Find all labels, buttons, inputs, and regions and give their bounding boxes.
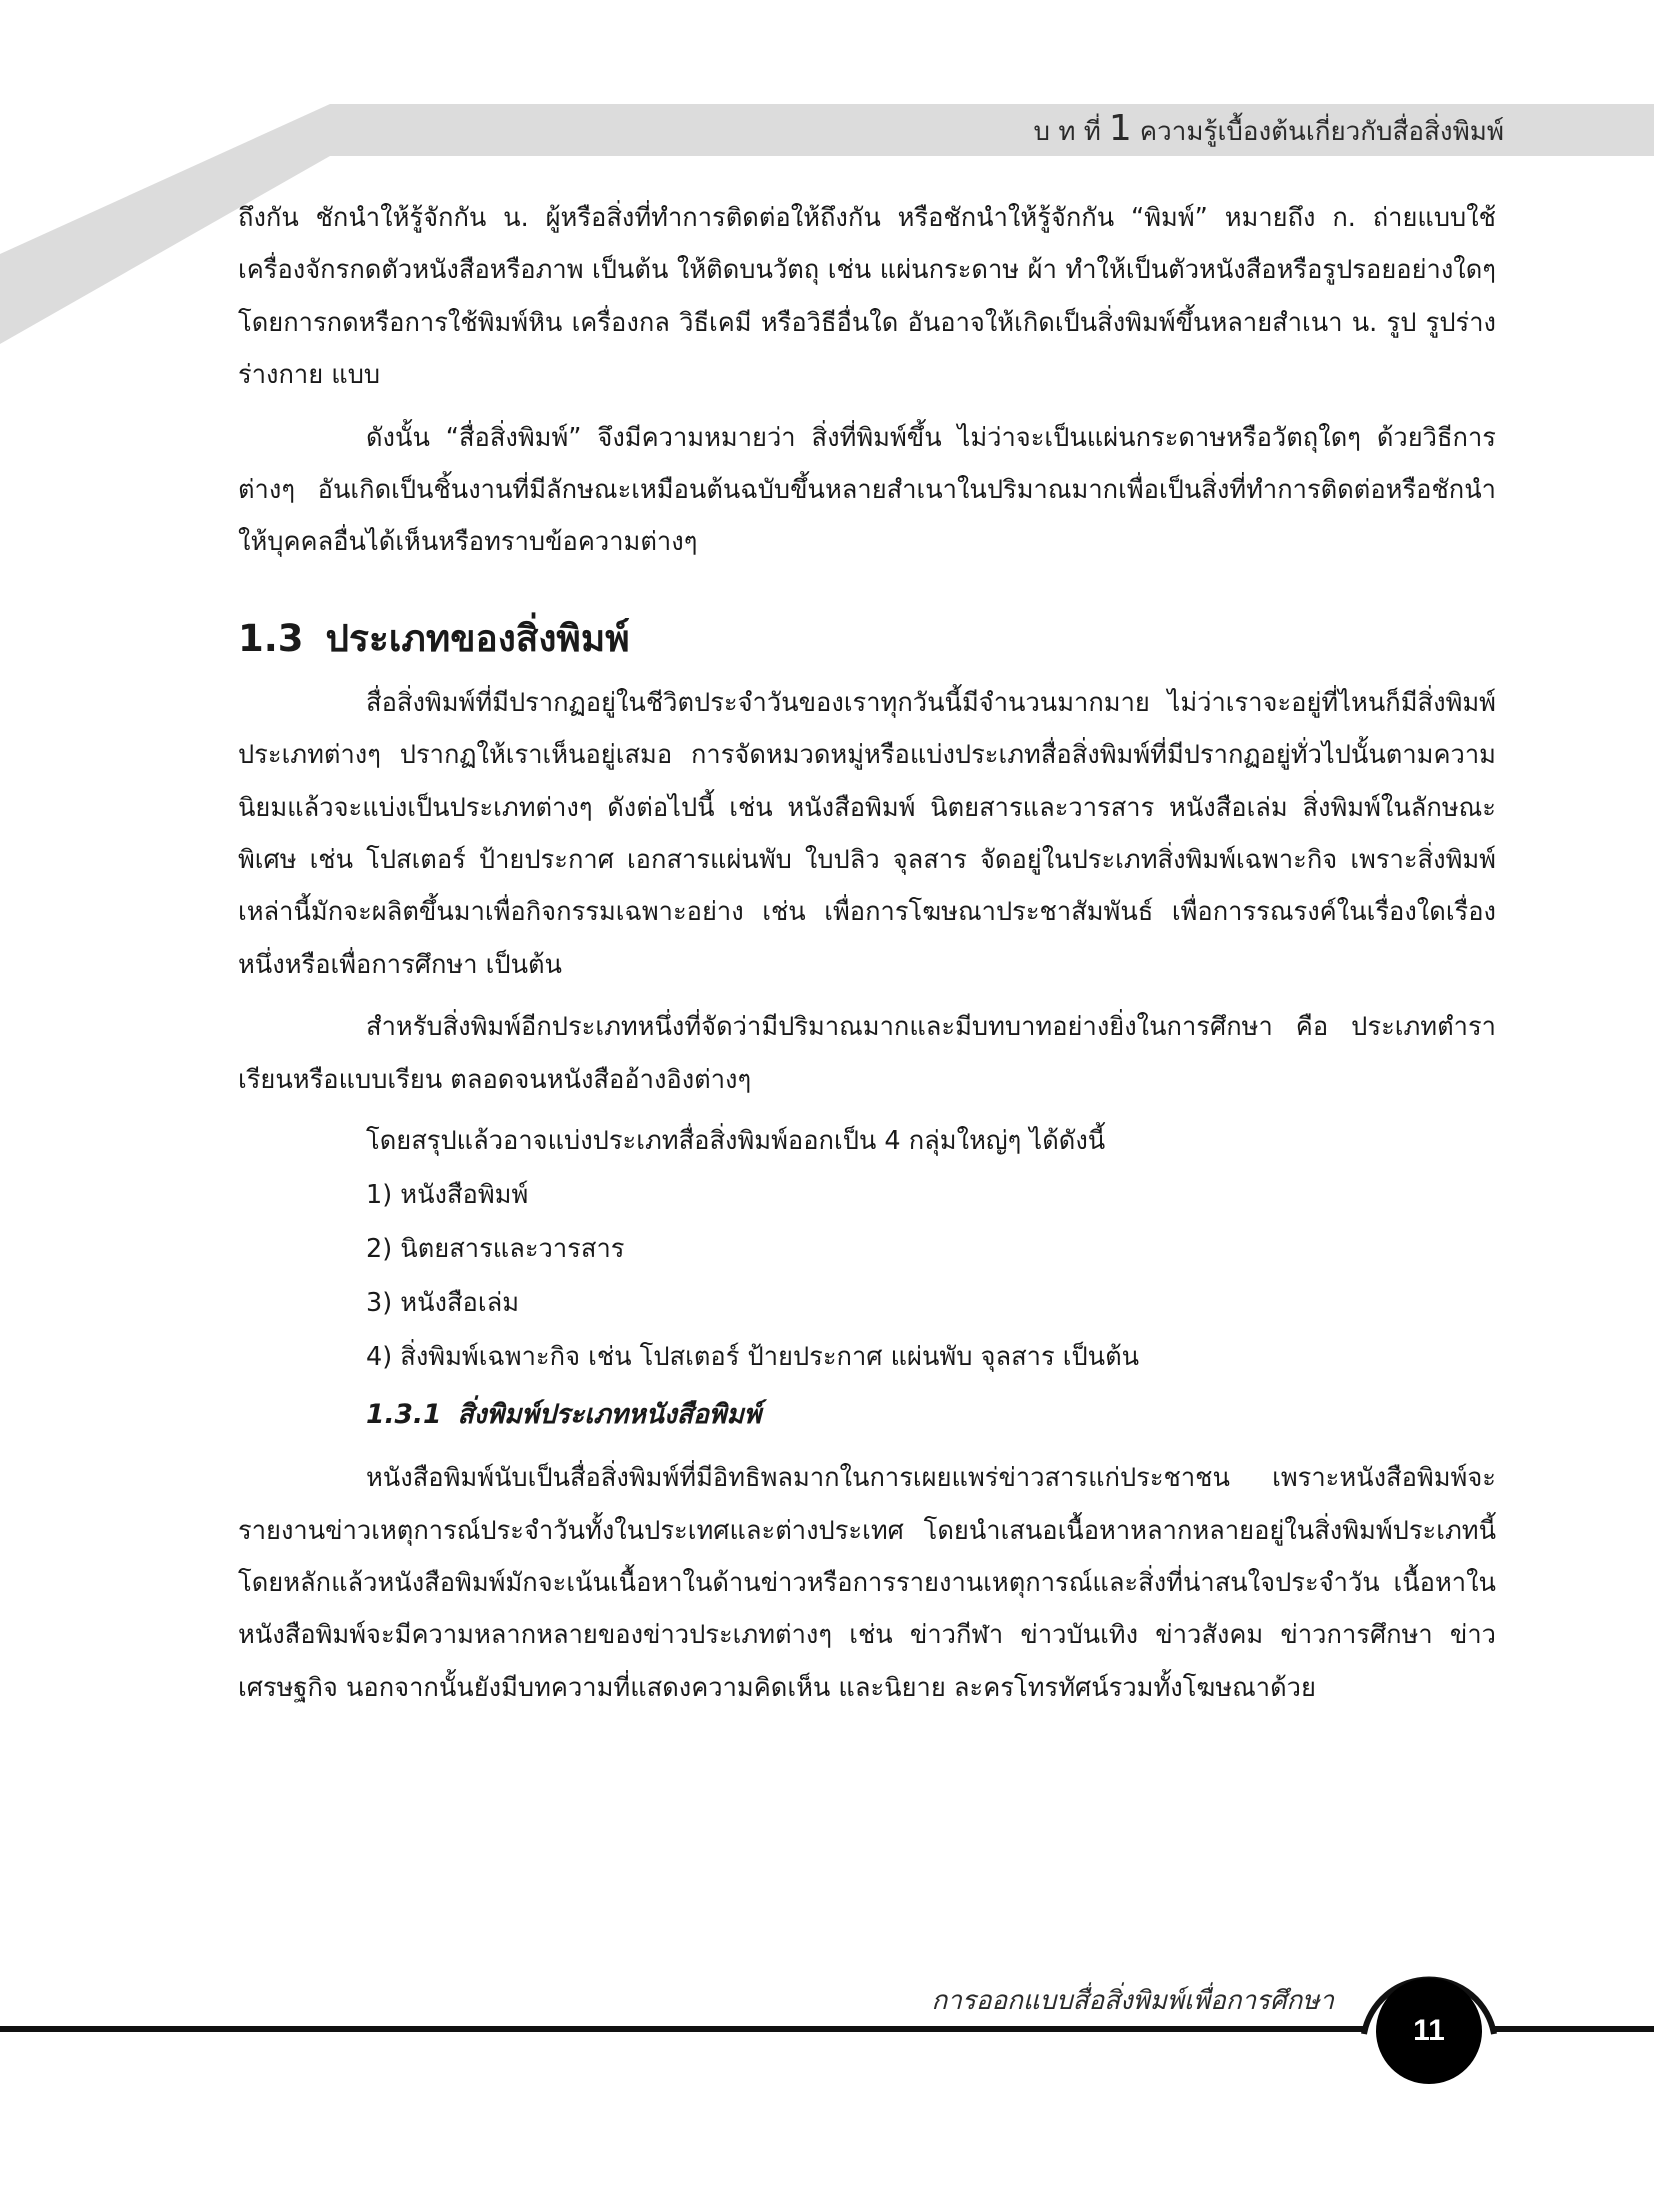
- subsection-number: 1.3.1: [366, 1399, 442, 1431]
- section-number: 1.3: [238, 616, 304, 660]
- running-header: [1034, 108, 1504, 156]
- subsection-title: สิ่งพิมพ์ประเภทหนังสือพิมพ์: [457, 1399, 762, 1431]
- list-item: 1) หนังสือพิมพ์: [366, 1180, 529, 1211]
- section-heading: [238, 609, 1496, 669]
- page-number: 11: [1376, 1978, 1482, 2084]
- subsection-heading: [366, 1390, 1496, 1440]
- section-title: ประเภทของสิ่งพิมพ์: [325, 616, 630, 660]
- subsection-paragraph: หนังสือพิมพ์นับเป็นสื่อสิ่งพิมพ์ที่มีอิทธิพลมากในการเผยแพร่ข่าวสารแก่ประชาชน เพราะหนังสือพิมพ์จะรายงานข่าวเหตุการณ์ประจำวันทั้งในประเทศและต่างประเทศ โดยนำเสนอเนื้อหาหลากหลายอยู่ในสิ่งพิมพ์ประเภทนี้ โดยหลักแล้วหนังสือพิมพ์มักจะเน้นเนื้อหาในด้านข่าวหรือการรายงานเหตุการณ์และสิ่งที่น่าสนใจประจำวัน เนื้อหาในหนังสือพิมพ์จะมีความหลากหลายของข่าวประเภทต่างๆ เช่น ข่าวกีฬา ข่าวบันเทิง ข่าวสังคม ข่าวการศึกษา ข่าวเศรษฐกิจ นอกจากนั้นยังมีบทความที่แสดงความคิดเห็น และนิยาย ละครโทรทัศน์รวมทั้งโฆษณาด้วย: [238, 1463, 1496, 1703]
- section-paragraph-2: สำหรับสิ่งพิมพ์อีกประเภทหนึ่งที่จัดว่ามีปริมาณมากและมีบทบาทอย่างยิ่งในการศึกษา คือ ประเภทตำราเรียนหรือแบบเรียน ตลอดจนหนังสืออ้างอิงต่างๆ: [238, 1012, 1496, 1095]
- type-list: [366, 1114, 1496, 1384]
- page-body: [238, 192, 1496, 1714]
- intro-paragraph-1: ถึงกัน ชักนำให้รู้จักกัน น. ผู้หรือสิ่งที่ทำการติดต่อให้ถึงกัน หรือชักนำให้รู้จักกัน “พิมพ์” หมายถึง ก. ถ่ายแบบใช้เครื่องจักรกดตัวหนังสือหรือภาพ เป็นต้น ให้ติดบนวัตถุ เช่น แผ่นกระดาษ ผ้า ทำให้เป็นตัวหนังสือหรือรูปรอยอย่างใดๆ โดยการกดหรือการใช้พิมพ์หิน เครื่องกล วิธีเคมี หรือวิธีอื่นใด อันอาจให้เกิดเป็นสิ่งพิมพ์ขึ้นหลายสำเนา น. รูป รูปร่าง ร่างกาย แบบ: [238, 203, 1496, 391]
- list-item: 2) นิตยสารและวารสาร: [366, 1234, 625, 1265]
- chapter-title: ความรู้เบื้องต้นเกี่ยวกับสื่อสิ่งพิมพ์: [1139, 117, 1504, 147]
- chapter-word: บ ท ที่: [1033, 117, 1101, 147]
- section-paragraph-1: สื่อสิ่งพิมพ์ที่มีปรากฏอยู่ในชีวิตประจำวันของเราทุกวันนี้มีจำนวนมากมาย ไม่ว่าเราจะอยู่ที่ไหนก็มีสิ่งพิมพ์ประเภทต่างๆ ปรากฏให้เราเห็นอยู่เสมอ การจัดหมวดหมู่หรือแบ่งประเภทสื่อสิ่งพิมพ์ที่มีปรากฏอยู่ทั่วไปนั้นตามความนิยมแล้วจะแบ่งเป็นประเภทต่างๆ ดังต่อไปนี้ เช่น หนังสือพิมพ์ นิตยสารและวารสาร หนังสือเล่ม สิ่งพิมพ์ในลักษณะพิเศษ เช่น โปสเตอร์ ป้ายประกาศ เอกสารแผ่นพับ ใบปลิว จุลสาร จัดอยู่ในประเภทสิ่งพิมพ์เฉพาะกิจ เพราะสิ่งพิมพ์เหล่านี้มักจะผลิตขึ้นมาเพื่อกิจกรรมเฉพาะอย่าง เช่น เพื่อการโฆษณาประชาสัมพันธ์ เพื่อการรณรงค์ในเรื่องใดเรื่องหนึ่งหรือเพื่อการศึกษา เป็นต้น: [238, 687, 1496, 980]
- chapter-number: 1: [1108, 108, 1132, 149]
- list-item: 4) สิ่งพิมพ์เฉพาะกิจ เช่น โปสเตอร์ ป้ายประกาศ แผ่นพับ จุลสาร เป็นต้น: [366, 1342, 1140, 1373]
- footer-book-title: การออกแบบสื่อสิ่งพิมพ์เพื่อการศึกษา: [931, 1986, 1334, 2016]
- list-intro: โดยสรุปแล้วอาจแบ่งประเภทสื่อสิ่งพิมพ์ออกเป็น 4 กลุ่มใหญ่ๆ ได้ดังนี้: [366, 1126, 1106, 1157]
- list-item: 3) หนังสือเล่ม: [366, 1288, 519, 1319]
- intro-paragraph-2: ดังนั้น “สื่อสิ่งพิมพ์” จึงมีความหมายว่า สิ่งที่พิมพ์ขึ้น ไม่ว่าจะเป็นแผ่นกระดาษหรือวัตถุใดๆ ด้วยวิธีการต่างๆ อันเกิดเป็นชิ้นงานที่มีลักษณะเหมือนต้นฉบับขึ้นหลายสำเนาในปริมาณมากเพื่อเป็นสิ่งที่ทำการติดต่อหรือชักนำให้บุคคลอื่นได้เห็นหรือทราบข้อความต่างๆ: [238, 422, 1496, 558]
